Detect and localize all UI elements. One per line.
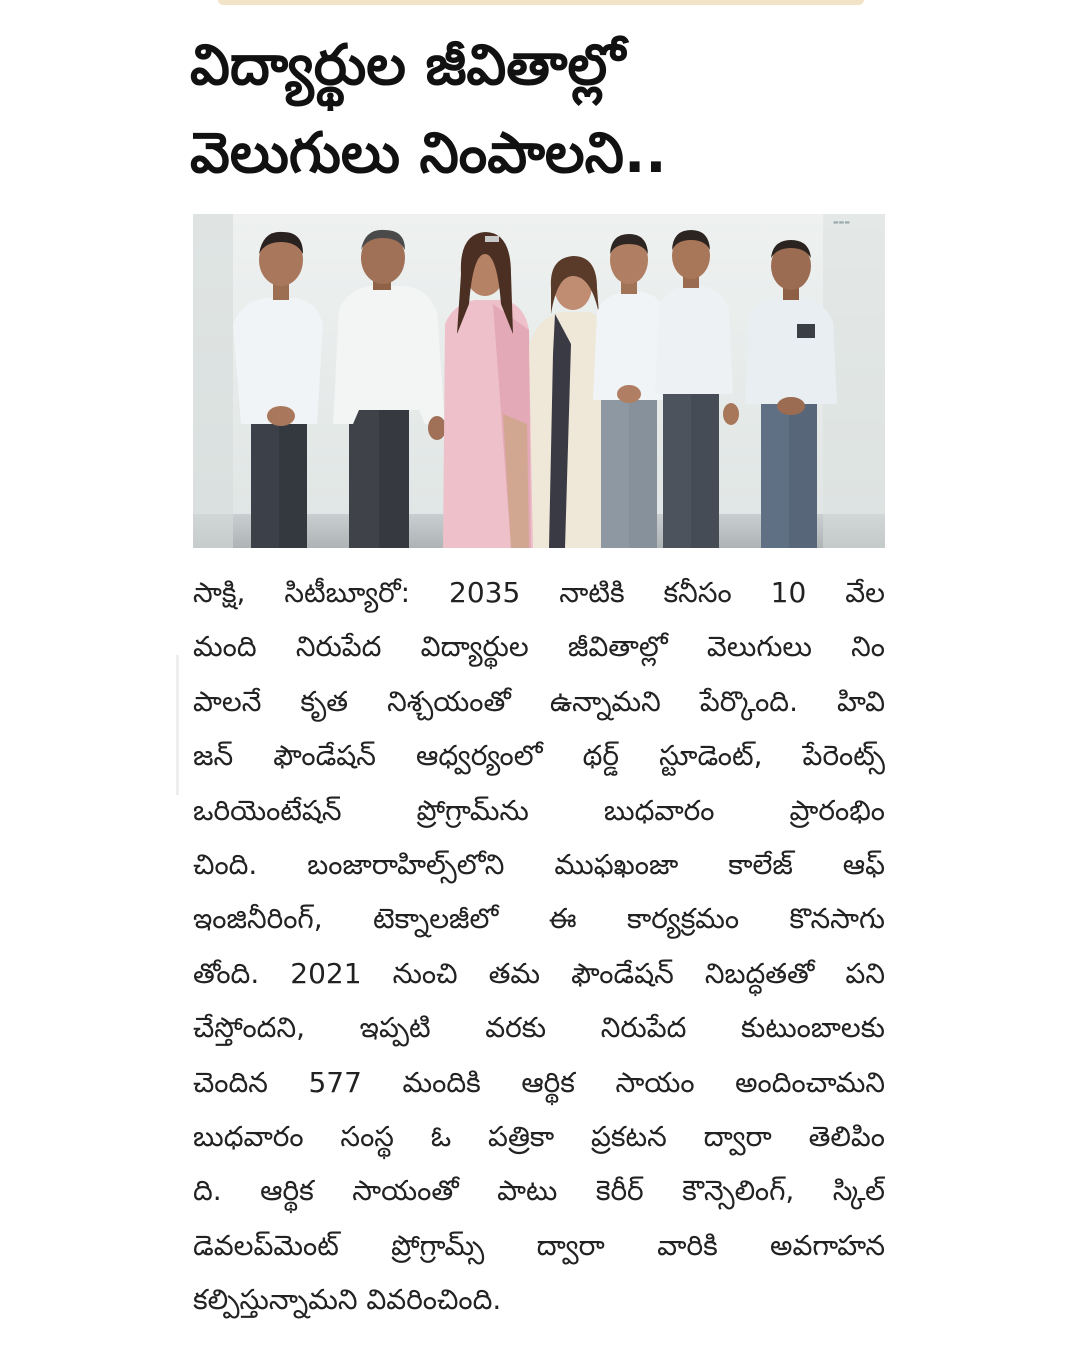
group-photo-illustration (193, 214, 885, 548)
article-body (193, 566, 885, 1327)
headline-line-2: వెలుగులు నింపాలని.. (190, 121, 667, 186)
left-margin-mark (176, 655, 179, 795)
body-line-8: తోంది. 2021 నుంచి తమ ఫౌండేషన్ నిబద్ధతతో పని (193, 956, 885, 990)
body-line-11: బుధవారం సంస్థ ఓ పత్రికా ప్రకటన ద్వారా తెలిపిం (193, 1119, 885, 1153)
body-line-12: ది. ఆర్థిక సాయంతో పాటు కెరీర్ కౌన్సెలింగ్, స్కిల్ (193, 1174, 885, 1208)
body-line-1: సాక్షి, సిటీబ్యూరో: 2035 నాటికి కనీసం 10 వేల (193, 576, 885, 609)
body-line-4: జన్ ఫౌండేషన్ ఆధ్వర్యంలో థర్డ్ స్టూడెంట్, పేరెంట్స్ (193, 739, 885, 773)
body-line-6: చింది. బంజారాహిల్స్‌లోని ముఫఖంజా కాలేజ్ ఆఫ్ (193, 847, 885, 881)
svg-text:▬▬▬: ▬▬▬ (833, 219, 851, 226)
body-line-3: పాలనే కృత నిశ్చయంతో ఉన్నామని పేర్కొంది. హివి (193, 684, 885, 718)
body-line-14: కల్పిస్తున్నామని వివరించింది. (193, 1283, 502, 1317)
top-decor-strip (218, 0, 864, 5)
body-line-7: ఇంజినీరింగ్, టెక్నాలజీలో ఈ కార్యక్రమం కొనసాగు (193, 902, 885, 936)
body-line-13: డెవలప్‌మెంట్ ప్రోగ్రామ్స్ ద్వారా వారికి అవగాహన (193, 1228, 885, 1262)
group-photo (193, 214, 885, 548)
body-line-2: మంది నిరుపేద విద్యార్థుల జీవితాల్లో వెలుగులు నిం (193, 630, 885, 664)
body-line-10: చెందిన 577 మందికి ఆర్థిక సాయం అందించామని (193, 1065, 885, 1099)
headline (190, 22, 890, 198)
headline-line-1: విద్యార్థుల జీవితాల్లో (190, 33, 626, 98)
body-line-9: చేస్తోందని, ఇప్పటి వరకు నిరుపేద కుటుంబాలకు (193, 1011, 885, 1045)
body-line-5: ఒరియెంటేషన్ ప్రోగ్రామ్‌ను బుధవారం ప్రారంభిం (193, 793, 885, 827)
photo-left-shade (193, 214, 233, 548)
